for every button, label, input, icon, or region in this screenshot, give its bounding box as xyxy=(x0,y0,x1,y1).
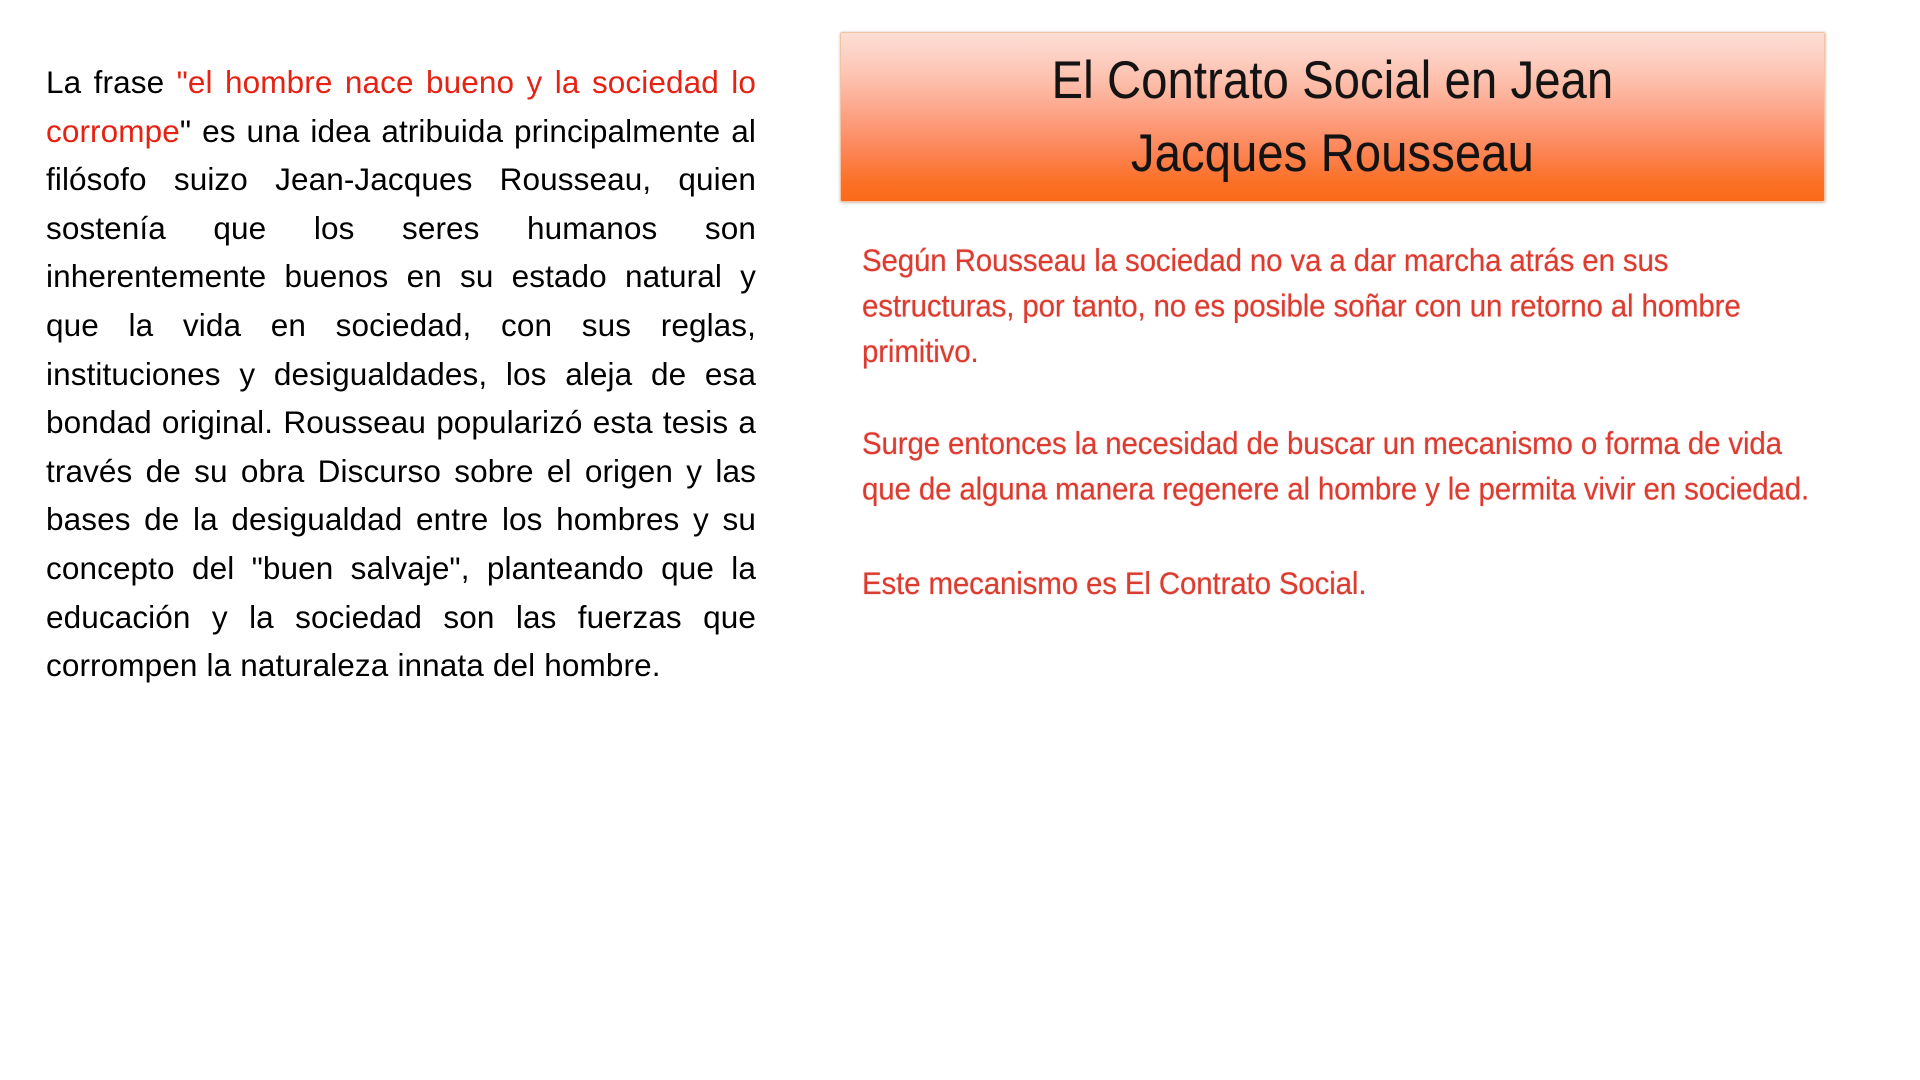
right-content-column xyxy=(840,32,1830,604)
title-banner-text xyxy=(1024,44,1642,189)
intro-paragraph-lead: La frase xyxy=(46,64,177,100)
left-text-column xyxy=(46,58,756,690)
title-banner-line-2: Jacques Rousseau xyxy=(1131,122,1534,182)
title-banner xyxy=(840,32,1825,202)
right-body-blocks xyxy=(840,238,1830,604)
body-paragraph-3: Este mecanismo es El Contrato Social. xyxy=(862,566,1367,602)
intro-paragraph xyxy=(46,58,756,690)
body-paragraph-2: Surge entonces la necesidad de buscar un mecanismo o forma de vida que de alguna manera regenere al hombre y le permita vivir en sociedad. xyxy=(862,426,1810,507)
intro-paragraph-body: " es una idea atribuida principalmente al filósofo suizo Jean-Jacques Rousseau, quien sostenía que los seres humanos son inherentemente buenos en su estado natural y que la vida en sociedad, con sus reglas, instituciones y desigualdades, los aleja de esa bondad original. Rousseau popularizó esta tesis a través de su obra Discurso sobre el origen y las bases de la desigualdad entre los hombres y su concepto del "buen salvaje", planteando que la educación y la sociedad son las fuerzas que corrompen la naturaleza innata del hombre. xyxy=(46,112,756,684)
intro-paragraph-quote: "el hombre nace bueno y la sociedad lo corrompe xyxy=(46,64,756,149)
body-paragraph-1: Según Rousseau la sociedad no va a dar marcha atrás en sus estructuras, por tanto, no es posible soñar con un retorno al hombre primitivo. xyxy=(862,243,1741,370)
title-banner-line-1: El Contrato Social en Jean xyxy=(1051,49,1614,110)
